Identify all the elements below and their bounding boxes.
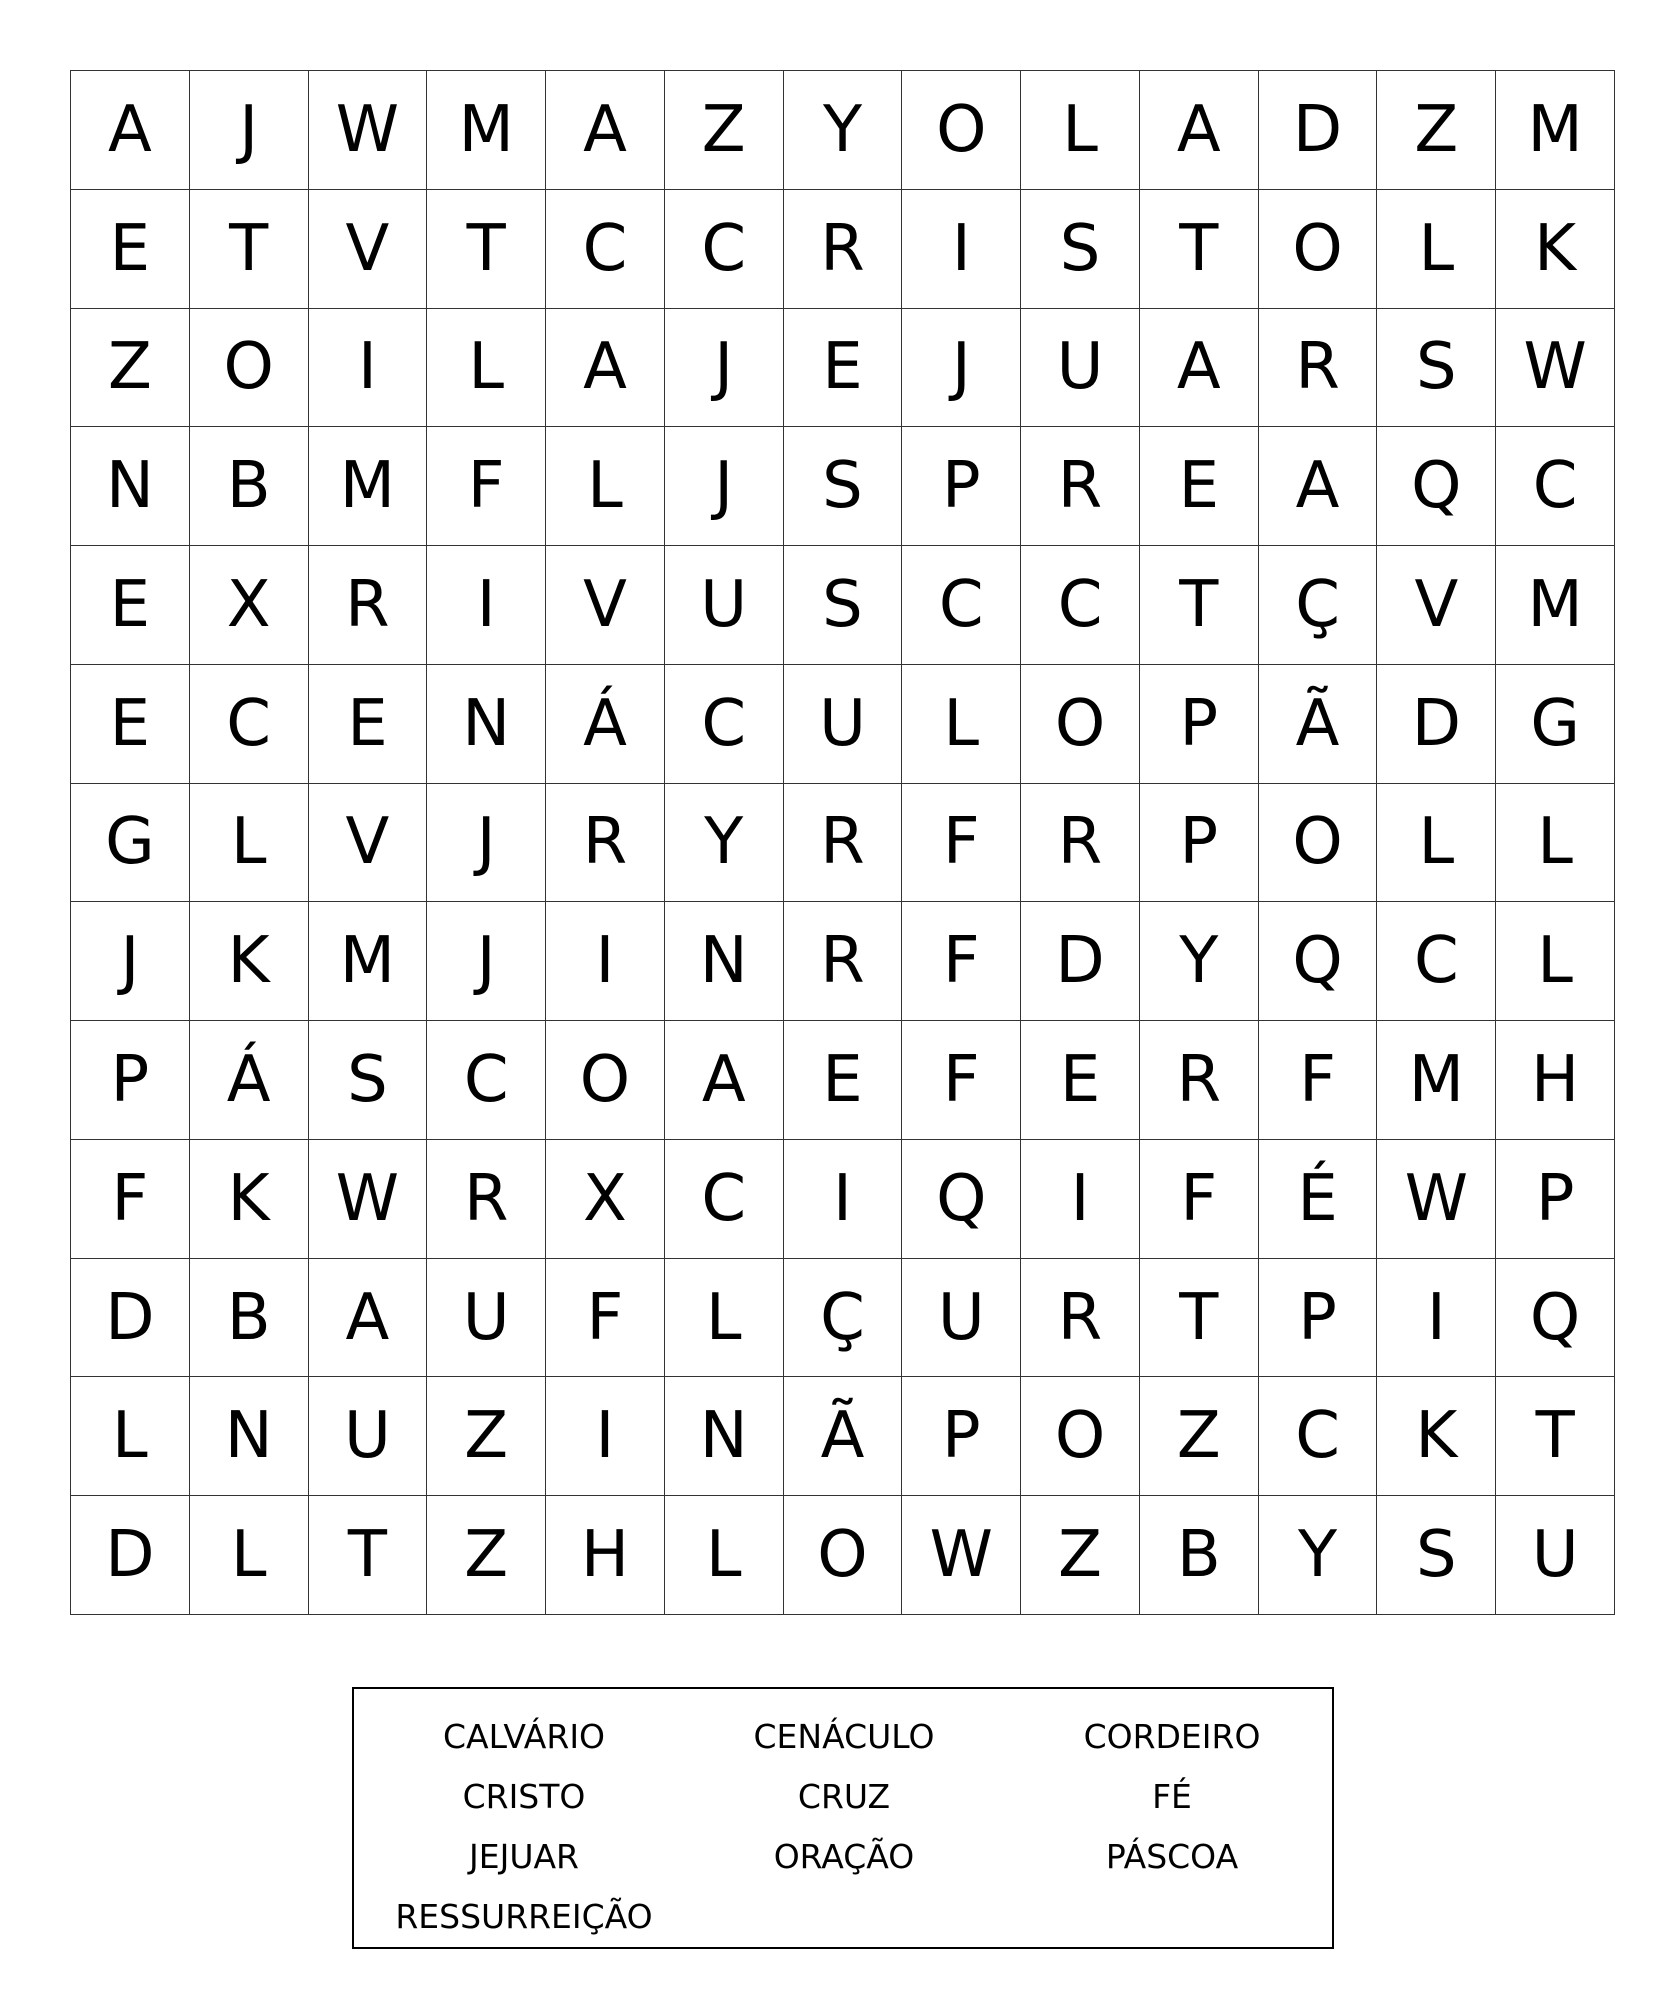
grid-cell-r9-c6[interactable]: A [665,1021,784,1140]
grid-cell-r10-c5[interactable]: X [546,1140,665,1259]
grid-cell-r5-c6[interactable]: U [665,546,784,665]
word-list-box [352,1687,1334,1949]
grid-cell-r1-c5[interactable]: A [546,71,665,190]
word-list-column-2 [684,1707,1004,1887]
grid-cell-r9-c13[interactable]: H [1496,1021,1615,1140]
grid-cell-r6-c9[interactable]: O [1021,665,1140,784]
grid-cell-r5-c5[interactable]: V [546,546,665,665]
grid-cell-r4-c4[interactable]: F [427,427,546,546]
grid-cell-r9-c10[interactable]: R [1140,1021,1259,1140]
grid-cell-r9-c7[interactable]: E [784,1021,903,1140]
grid-cell-r8-c4[interactable]: J [427,902,546,1021]
grid-cell-r8-c9[interactable]: D [1021,902,1140,1021]
grid-cell-r13-c9[interactable]: Z [1021,1496,1140,1615]
grid-cell-r3-c7[interactable]: E [784,309,903,428]
grid-cell-r9-c3[interactable]: S [309,1021,428,1140]
grid-cell-r1-c6[interactable]: Z [665,71,784,190]
grid-cell-r10-c10[interactable]: F [1140,1140,1259,1259]
grid-cell-r1-c8[interactable]: O [902,71,1021,190]
grid-cell-r13-c4[interactable]: Z [427,1496,546,1615]
grid-cell-r3-c3[interactable]: I [309,309,428,428]
grid-cell-r12-c1[interactable]: L [71,1377,190,1496]
grid-cell-r11-c11[interactable]: P [1259,1259,1378,1378]
grid-cell-r3-c9[interactable]: U [1021,309,1140,428]
grid-cell-r5-c7[interactable]: S [784,546,903,665]
grid-cell-r4-c5[interactable]: L [546,427,665,546]
grid-cell-r9-c9[interactable]: E [1021,1021,1140,1140]
grid-cell-r8-c13[interactable]: L [1496,902,1615,1021]
grid-cell-r6-c1[interactable]: E [71,665,190,784]
grid-cell-r5-c2[interactable]: X [190,546,309,665]
grid-cell-r2-c8[interactable]: I [902,190,1021,309]
grid-cell-r3-c2[interactable]: O [190,309,309,428]
grid-cell-r2-c6[interactable]: C [665,190,784,309]
grid-cell-r5-c3[interactable]: R [309,546,428,665]
grid-cell-r1-c12[interactable]: Z [1377,71,1496,190]
grid-cell-r2-c12[interactable]: L [1377,190,1496,309]
grid-cell-r6-c8[interactable]: L [902,665,1021,784]
grid-cell-r6-c3[interactable]: E [309,665,428,784]
grid-cell-r2-c3[interactable]: V [309,190,428,309]
grid-cell-r11-c4[interactable]: U [427,1259,546,1378]
grid-cell-r3-c1[interactable]: Z [71,309,190,428]
grid-cell-r2-c5[interactable]: C [546,190,665,309]
grid-cell-r13-c13[interactable]: U [1496,1496,1615,1615]
grid-cell-r8-c12[interactable]: C [1377,902,1496,1021]
grid-cell-r5-c10[interactable]: T [1140,546,1259,665]
grid-cell-r7-c11[interactable]: O [1259,784,1378,903]
grid-cell-r1-c4[interactable]: M [427,71,546,190]
grid-cell-r4-c10[interactable]: E [1140,427,1259,546]
grid-cell-r2-c7[interactable]: R [784,190,903,309]
grid-cell-r8-c3[interactable]: M [309,902,428,1021]
grid-cell-r8-c10[interactable]: Y [1140,902,1259,1021]
grid-cell-r6-c4[interactable]: N [427,665,546,784]
grid-cell-r4-c3[interactable]: M [309,427,428,546]
grid-cell-r7-c8[interactable]: F [902,784,1021,903]
grid-cell-r3-c12[interactable]: S [1377,309,1496,428]
grid-cell-r6-c7[interactable]: U [784,665,903,784]
grid-cell-r8-c8[interactable]: F [902,902,1021,1021]
grid-cell-r1-c2[interactable]: J [190,71,309,190]
grid-cell-r7-c5[interactable]: R [546,784,665,903]
grid-cell-r8-c5[interactable]: I [546,902,665,1021]
grid-cell-r1-c11[interactable]: D [1259,71,1378,190]
grid-cell-r13-c7[interactable]: O [784,1496,903,1615]
grid-cell-r2-c13[interactable]: K [1496,190,1615,309]
grid-cell-r4-c7[interactable]: S [784,427,903,546]
grid-cell-r2-c2[interactable]: T [190,190,309,309]
word-list-item: JEJUAR [469,1837,579,1876]
grid-cell-r10-c13[interactable]: P [1496,1140,1615,1259]
grid-cell-r4-c2[interactable]: B [190,427,309,546]
grid-cell-r5-c13[interactable]: M [1496,546,1615,665]
grid-cell-r12-c11[interactable]: C [1259,1377,1378,1496]
grid-cell-r1-c1[interactable]: A [71,71,190,190]
grid-cell-r6-c12[interactable]: D [1377,665,1496,784]
word-list-item: PÁSCOA [1105,1837,1239,1876]
word-list-column-1 [364,1707,684,1947]
grid-cell-r12-c13[interactable]: T [1496,1377,1615,1496]
grid-cell-r12-c9[interactable]: O [1021,1377,1140,1496]
grid-cell-r4-c12[interactable]: Q [1377,427,1496,546]
grid-cell-r12-c2[interactable]: N [190,1377,309,1496]
grid-cell-r13-c1[interactable]: D [71,1496,190,1615]
grid-cell-r1-c9[interactable]: L [1021,71,1140,190]
grid-cell-r6-c5[interactable]: Á [546,665,665,784]
grid-cell-r11-c7[interactable]: Ç [784,1259,903,1378]
grid-cell-r7-c7[interactable]: R [784,784,903,903]
grid-cell-r5-c12[interactable]: V [1377,546,1496,665]
grid-cell-r9-c2[interactable]: Á [190,1021,309,1140]
grid-cell-r2-c9[interactable]: S [1021,190,1140,309]
grid-cell-r9-c5[interactable]: O [546,1021,665,1140]
grid-cell-r4-c8[interactable]: P [902,427,1021,546]
grid-cell-r11-c9[interactable]: R [1021,1259,1140,1378]
grid-cell-r12-c10[interactable]: Z [1140,1377,1259,1496]
grid-cell-r6-c6[interactable]: C [665,665,784,784]
grid-cell-r3-c4[interactable]: L [427,309,546,428]
word-list-item: FÉ [1152,1777,1192,1816]
grid-cell-r12-c8[interactable]: P [902,1377,1021,1496]
grid-cell-r8-c6[interactable]: N [665,902,784,1021]
grid-cell-r7-c4[interactable]: J [427,784,546,903]
grid-cell-r13-c5[interactable]: H [546,1496,665,1615]
grid-cell-r12-c3[interactable]: U [309,1377,428,1496]
grid-cell-r10-c4[interactable]: R [427,1140,546,1259]
grid-cell-r8-c7[interactable]: R [784,902,903,1021]
grid-cell-r9-c12[interactable]: M [1377,1021,1496,1140]
grid-cell-r7-c6[interactable]: Y [665,784,784,903]
grid-cell-r12-c12[interactable]: K [1377,1377,1496,1496]
grid-cell-r10-c11[interactable]: É [1259,1140,1378,1259]
grid-cell-r2-c1[interactable]: E [71,190,190,309]
grid-cell-r12-c4[interactable]: Z [427,1377,546,1496]
grid-cell-r11-c2[interactable]: B [190,1259,309,1378]
grid-cell-r13-c8[interactable]: W [902,1496,1021,1615]
grid-cell-r10-c6[interactable]: C [665,1140,784,1259]
grid-cell-r3-c11[interactable]: R [1259,309,1378,428]
grid-cell-r3-c10[interactable]: A [1140,309,1259,428]
word-list-item: RESSURREIÇÃO [395,1897,653,1936]
grid-cell-r9-c11[interactable]: F [1259,1021,1378,1140]
grid-cell-r9-c4[interactable]: C [427,1021,546,1140]
grid-cell-r7-c1[interactable]: G [71,784,190,903]
grid-cell-r2-c10[interactable]: T [1140,190,1259,309]
grid-cell-r4-c6[interactable]: J [665,427,784,546]
grid-cell-r10-c9[interactable]: I [1021,1140,1140,1259]
grid-cell-r13-c12[interactable]: S [1377,1496,1496,1615]
grid-cell-r1-c13[interactable]: M [1496,71,1615,190]
grid-cell-r7-c12[interactable]: L [1377,784,1496,903]
grid-cell-r11-c12[interactable]: I [1377,1259,1496,1378]
grid-cell-r10-c8[interactable]: Q [902,1140,1021,1259]
grid-cell-r3-c8[interactable]: J [902,309,1021,428]
grid-cell-r5-c1[interactable]: E [71,546,190,665]
grid-cell-r11-c3[interactable]: A [309,1259,428,1378]
grid-cell-r7-c9[interactable]: R [1021,784,1140,903]
grid-cell-r10-c1[interactable]: F [71,1140,190,1259]
word-list-item: CRUZ [797,1777,891,1816]
grid-cell-r10-c2[interactable]: K [190,1140,309,1259]
grid-cell-r6-c2[interactable]: C [190,665,309,784]
grid-cell-r7-c10[interactable]: P [1140,784,1259,903]
grid-cell-r12-c6[interactable]: N [665,1377,784,1496]
grid-cell-r3-c13[interactable]: W [1496,309,1615,428]
grid-cell-r13-c3[interactable]: T [309,1496,428,1615]
grid-cell-r8-c2[interactable]: K [190,902,309,1021]
grid-cell-r4-c11[interactable]: A [1259,427,1378,546]
grid-cell-r13-c2[interactable]: L [190,1496,309,1615]
grid-cell-r4-c1[interactable]: N [71,427,190,546]
grid-cell-r5-c8[interactable]: C [902,546,1021,665]
grid-cell-r6-c13[interactable]: G [1496,665,1615,784]
grid-cell-r8-c1[interactable]: J [71,902,190,1021]
grid-cell-r11-c8[interactable]: U [902,1259,1021,1378]
grid-cell-r11-c1[interactable]: D [71,1259,190,1378]
grid-cell-r10-c12[interactable]: W [1377,1140,1496,1259]
grid-cell-r12-c5[interactable]: I [546,1377,665,1496]
grid-cell-r2-c4[interactable]: T [427,190,546,309]
grid-cell-r4-c9[interactable]: R [1021,427,1140,546]
grid-cell-r13-c6[interactable]: L [665,1496,784,1615]
grid-cell-r10-c3[interactable]: W [309,1140,428,1259]
grid-cell-r9-c8[interactable]: F [902,1021,1021,1140]
grid-cell-r7-c2[interactable]: L [190,784,309,903]
grid-cell-r11-c10[interactable]: T [1140,1259,1259,1378]
grid-cell-r11-c13[interactable]: Q [1496,1259,1615,1378]
word-list-item: CENÁCULO [753,1717,935,1756]
grid-cell-r7-c13[interactable]: L [1496,784,1615,903]
grid-cell-r11-c6[interactable]: L [665,1259,784,1378]
grid-cell-r1-c7[interactable]: Y [784,71,903,190]
grid-cell-r2-c11[interactable]: O [1259,190,1378,309]
grid-cell-r10-c7[interactable]: I [784,1140,903,1259]
grid-cell-r1-c3[interactable]: W [309,71,428,190]
grid-cell-r6-c10[interactable]: P [1140,665,1259,784]
grid-cell-r1-c10[interactable]: A [1140,71,1259,190]
grid-cell-r3-c5[interactable]: A [546,309,665,428]
word-list-item: CORDEIRO [1083,1717,1261,1756]
grid-cell-r13-c11[interactable]: Y [1259,1496,1378,1615]
grid-cell-r11-c5[interactable]: F [546,1259,665,1378]
grid-cell-r13-c10[interactable]: B [1140,1496,1259,1615]
grid-cell-r6-c11[interactable]: Ã [1259,665,1378,784]
grid-cell-r9-c1[interactable]: P [71,1021,190,1140]
grid-cell-r8-c11[interactable]: Q [1259,902,1378,1021]
letter-grid [70,70,1615,1615]
grid-cell-r3-c6[interactable]: J [665,309,784,428]
grid-cell-r5-c11[interactable]: Ç [1259,546,1378,665]
grid-cell-r12-c7[interactable]: Ã [784,1377,903,1496]
grid-cell-r5-c4[interactable]: I [427,546,546,665]
word-list-column-3 [1012,1707,1332,1887]
grid-cell-r4-c13[interactable]: C [1496,427,1615,546]
grid-cell-r5-c9[interactable]: C [1021,546,1140,665]
grid-cell-r7-c3[interactable]: V [309,784,428,903]
word-list-item: CRISTO [462,1777,586,1816]
word-list-item: ORAÇÃO [773,1837,915,1876]
word-list-item: CALVÁRIO [442,1717,606,1756]
